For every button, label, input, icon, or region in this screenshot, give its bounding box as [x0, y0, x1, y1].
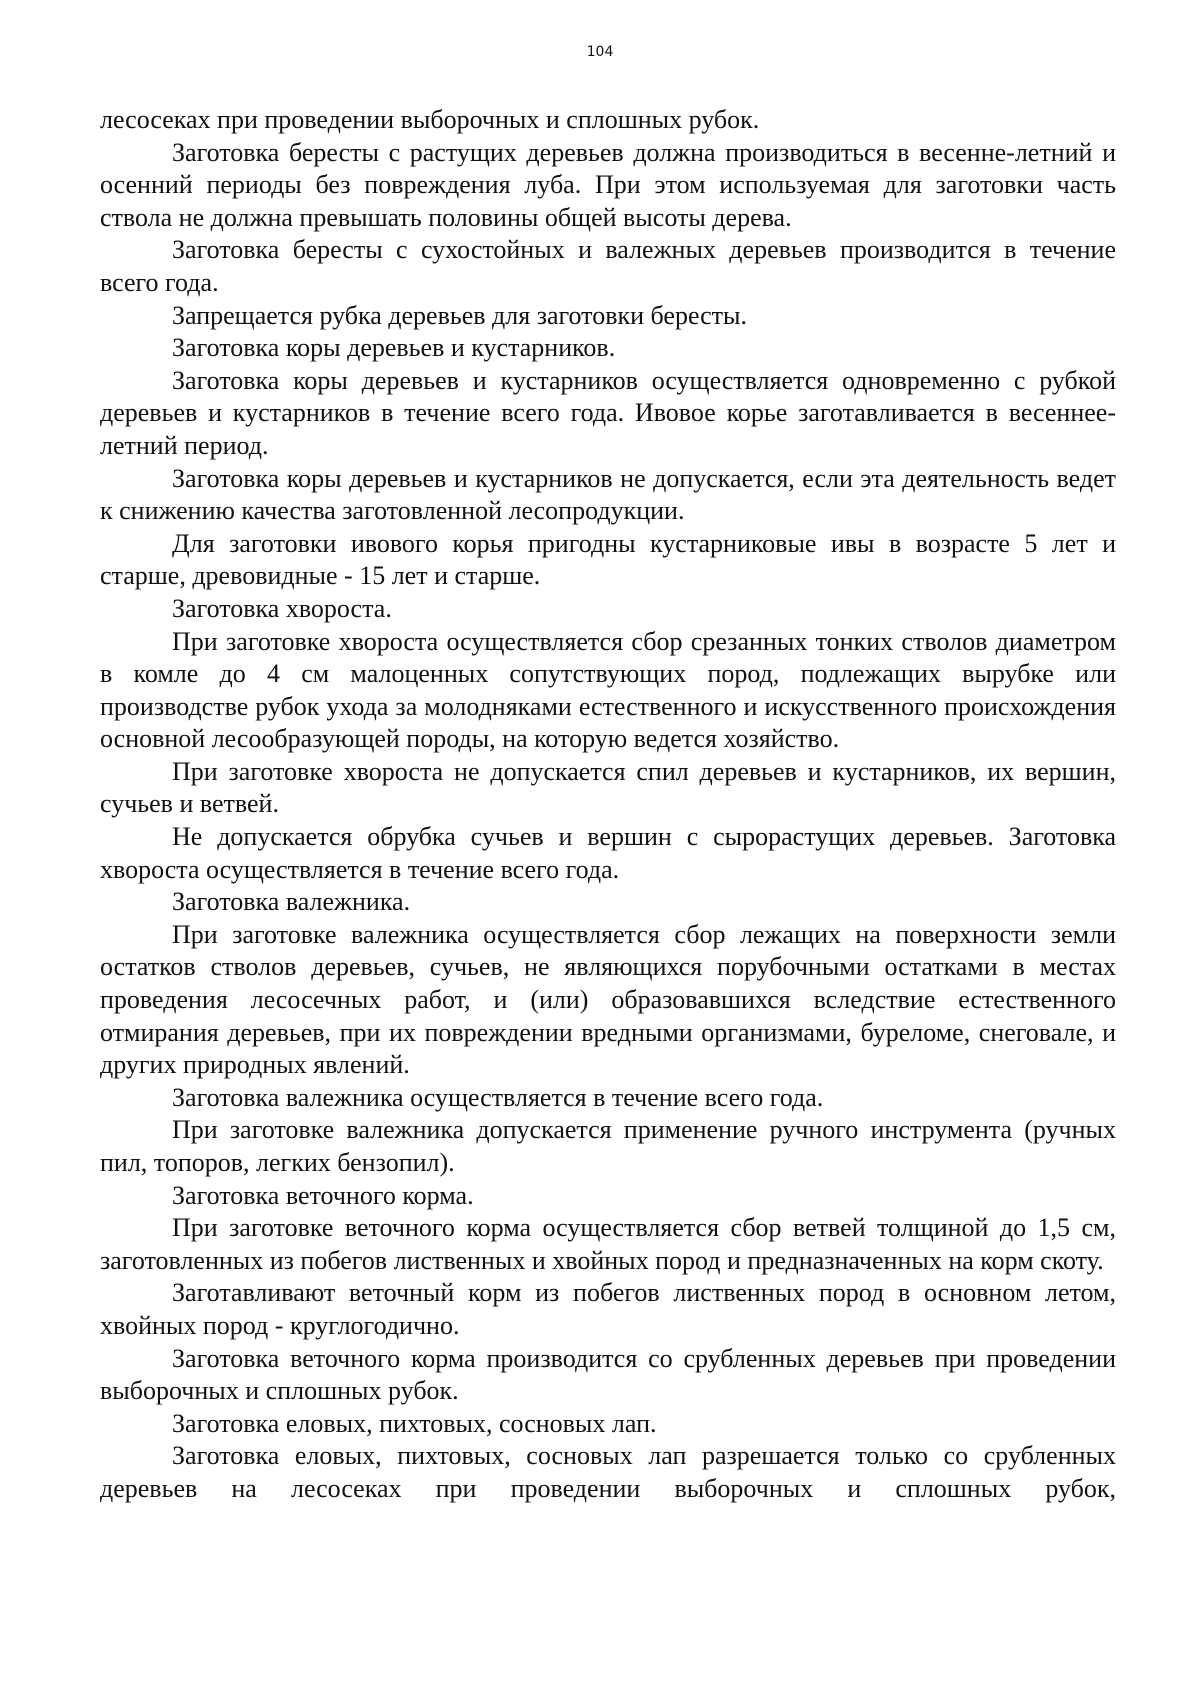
paragraph: Заготовка хвороста.: [172, 593, 392, 623]
paragraph: При заготовке хвороста осуществляется сбор срезанных тонких стволов диаметром в комле до 4 см малоценных сопутствующих пород, подлежащих вырубке или производстве рубок ухода за молодняками естественного и искусственного происхождения основной лесообразующей породы, на которую ведется хозяйство.: [100, 626, 1116, 754]
paragraph: Заготовка еловых, пихтовых, сосновых лап разрешается только со срубленных деревьев на лесосеках при проведении выборочных и сплошных рубок,: [100, 1441, 1116, 1503]
paragraph: Заготовка еловых, пихтовых, сосновых лап.: [172, 1408, 657, 1438]
paragraph: Заготовка веточного корма производится со срубленных деревьев при проведении выборочных и сплошных рубок.: [100, 1343, 1116, 1406]
page-number: 104: [586, 44, 614, 60]
paragraph: Заготавливают веточный корм из побегов лиственных пород в основном летом, хвойных пород - круглогодично.: [100, 1278, 1116, 1340]
paragraph: Заготовка бересты с сухостойных и валежных деревьев производится в течение всего года.: [100, 235, 1116, 297]
paragraph: Заготовка валежника осуществляется в течение всего года.: [172, 1082, 824, 1112]
paragraph: Заготовка валежника.: [172, 887, 411, 917]
paragraph: При заготовке валежника допускается применение ручного инструмента (ручных пил, топоров, легких бензопил).: [100, 1115, 1116, 1177]
document-body: [100, 104, 1116, 1506]
paragraph: При заготовке валежника осуществляется сбор лежащих на поверхности земли остатков стволов деревьев, сучьев, не являющихся порубочными остатками в местах проведения лесосечных работ, и (или) образовавшихся вследствие естественного отмирания деревьев, при их повреждении вредными организмами, буреломе, снеговале, и других природных явлений.: [100, 919, 1116, 1080]
paragraph: Заготовка коры деревьев и кустарников осуществляется одновременно с рубкой деревьев и кустарников в течение всего года. Ивовое корье заготавливается в весеннее-летний период.: [100, 365, 1116, 460]
paragraph: Заготовка коры деревьев и кустарников не допускается, если эта деятельность ведет к снижению качества заготовленной лесопродукции.: [100, 463, 1116, 526]
paragraph: Заготовка коры деревьев и кустарников.: [172, 333, 616, 363]
paragraph: Для заготовки ивового корья пригодны кустарниковые ивы в возрасте 5 лет и старше, древовидные - 15 лет и старше.: [100, 528, 1116, 591]
paragraph: Не допускается обрубка сучьев и вершин с сырорастущих деревьев. Заготовка хвороста осуществляется в течение всего года.: [100, 822, 1116, 884]
paragraph: Заготовка бересты с растущих деревьев должна производиться в весенне-летний и осенний периоды без повреждения луба. При этом используемая для заготовки часть ствола не должна превышать половины общей высоты дерева.: [100, 137, 1116, 232]
paragraph: лесосеках при проведении выборочных и сплошных рубок.: [100, 105, 760, 134]
paragraph: Заготовка веточного корма.: [172, 1180, 474, 1210]
paragraph: Запрещается рубка деревьев для заготовки бересты.: [172, 300, 748, 330]
paragraph: При заготовке веточного корма осуществляется сбор ветвей толщиной до 1,5 см, заготовленных из побегов лиственных и хвойных пород и предназначенных на корм скоту.: [100, 1213, 1116, 1275]
paragraph: При заготовке хвороста не допускается спил деревьев и кустарников, их вершин, сучьев и ветвей.: [100, 756, 1116, 819]
